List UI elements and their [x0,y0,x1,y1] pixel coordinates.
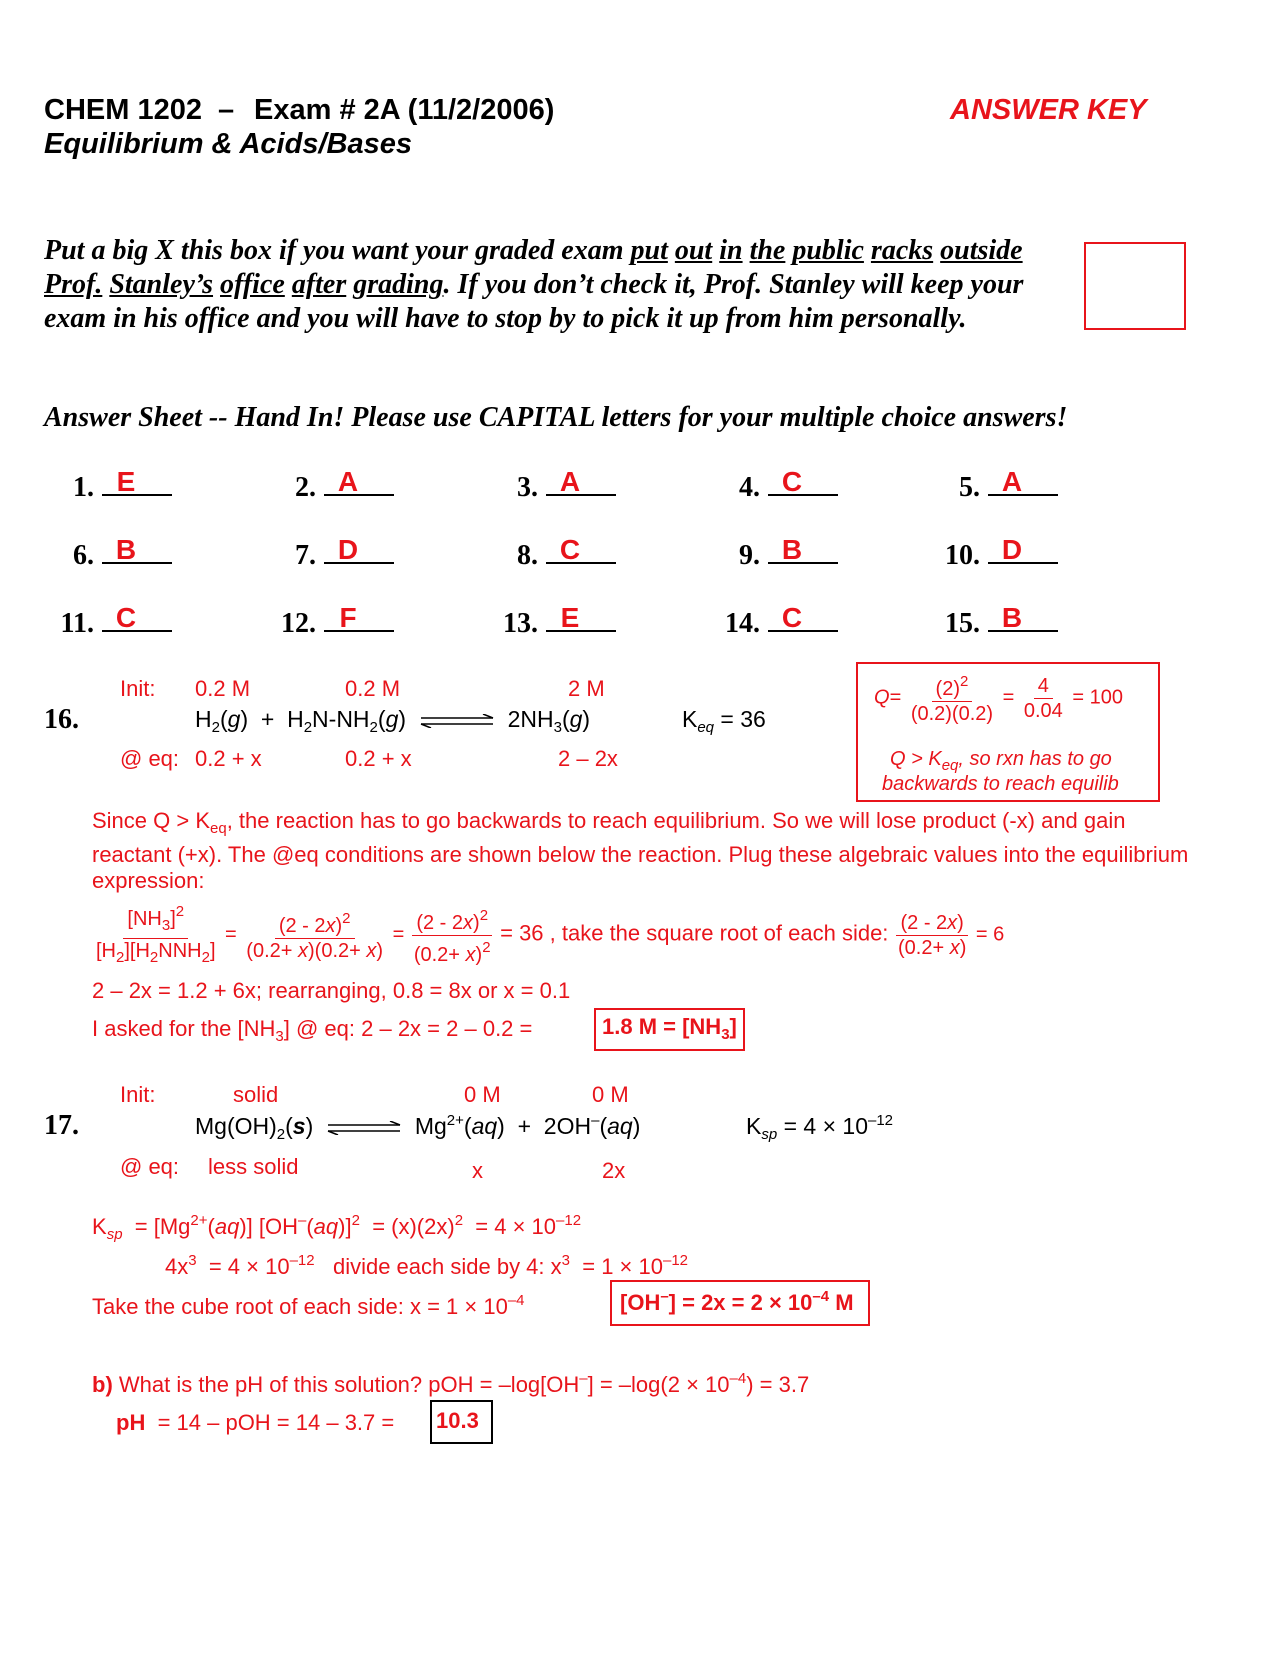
answer-blank[interactable] [768,468,838,496]
answer-item [44,468,172,504]
q16-equilibrium-expression: $\frac{[NH_3]^2}{[H_2][H_2NNH_2]}$ = $\frac{(2 - 2x)^2}{(0.2+ x)(0.2+ x)}$ = $\frac{(2 - 2x)^2}{(0.2+ x)^2}$ = 36 , take the square root of each side: $\frac{(2 - 2x)}{(0.2+ x)}$ = 6 [92,900,1004,970]
answer-blank[interactable] [102,536,172,564]
answer-letter: E [560,602,580,633]
answer-letter: D [1001,534,1023,565]
answer-blank[interactable] [768,604,838,632]
answer-letter: A [1001,466,1023,497]
q16-init-nh3: 2 M [568,676,605,701]
exam-title: Exam # 2A (11/2/2006) [254,94,555,126]
answer-letter: A [337,466,359,497]
q17-init-mg: 0 M [464,1082,501,1107]
answer-number: 6. [73,540,94,571]
answer-item [488,468,616,504]
answer-blank[interactable] [768,536,838,564]
answer-sheet-instruction: Answer Sheet -- Hand In! Please use CAPITAL letters for your multiple choice answers! [44,402,1068,433]
q16-keq: $K_{eq} = 36$ [682,706,766,736]
title-dash: – [218,94,235,126]
q16-init-label: Init: [120,676,156,701]
answer-letter: E [116,466,136,497]
q17-eq-label: @ eq: [120,1154,180,1179]
answer-blank[interactable] [546,468,616,496]
answer-blank[interactable] [102,468,172,496]
equilibrium-arrows-icon [326,1121,402,1135]
answer-number: 7. [295,540,316,571]
q17b-ph-final-answer: 10.3 [430,1400,493,1444]
answer-letter: C [781,602,803,633]
q16-solve-line: 2 – 2x = 1.2 + 6x; rearranging, 0.8 = 8x or x = 0.1 [92,978,571,1003]
q16-eq-label: @ eq: [120,746,180,771]
answer-letter: B [781,534,803,565]
answer-number: 14. [725,608,760,639]
q17-reaction: $Mg(OH)_2(s)$ $Mg^{2+}(aq) + 2OH^-(aq)$ [195,1112,641,1143]
answer-item [710,536,838,572]
course-code: CHEM 1202 [44,94,202,126]
answer-number: 13. [503,608,538,639]
q16-reaction: $H_2(g) + H_2N-NH_2(g)$ $2NH_3(g)$ [195,706,591,736]
q17-init-solid: solid [233,1082,279,1107]
q17b-ph-calc: pH = 14 – pOH = 14 – 3.7 = [116,1410,395,1435]
q17-ksp-expression: $K_{sp} = [Mg^{2+}(aq)] [OH^-(aq)]^2 = (x)(2x)^2 = 4 \times 10^{-12}$ [92,1212,582,1243]
answer-letter: B [115,534,137,565]
answer-number: 8. [517,540,538,571]
answer-number: 5. [959,472,980,503]
answer-number: 10. [945,540,980,571]
public-racks-checkbox[interactable] [1084,242,1186,330]
q16-q-note-line1: $Q > K_{eq}$, so rxn has to go [890,748,1112,774]
answer-blank[interactable] [324,536,394,564]
answer-number: 9. [739,540,760,571]
answer-number: 11. [60,608,94,639]
q16-eq-n2h4: 0.2 + x [345,746,412,771]
q17-number: 17. [44,1110,79,1141]
answer-blank[interactable] [988,468,1058,496]
answer-key-label: ANSWER KEY [950,94,1147,126]
answer-letter: D [337,534,359,565]
q17-eq-mg: x [472,1158,483,1183]
q16-init-h2: 0.2 M [195,676,251,701]
exam-subtitle: Equilibrium & Acids/Bases [44,128,412,160]
answer-number: 12. [281,608,316,639]
q16-eq-nh3: 2 – 2x [558,746,618,771]
answer-item [266,604,394,640]
q17-init-label: Init: [120,1082,156,1107]
answer-number: 3. [517,472,538,503]
answer-letter: A [559,466,581,497]
q16-nh3-line: I asked for the $[NH_3]$ @ eq: 2 – 2x = 2 – 0.2 = [92,1016,533,1045]
q16-init-n2h4: 0.2 M [345,676,401,701]
answer-blank[interactable] [988,536,1058,564]
q16-eq-h2: 0.2 + x [195,746,262,771]
equilibrium-arrows-icon [419,714,495,728]
q17-cube-root-line: Take the cube root of each side: $x = 1 \times 10^{-4}$ [92,1292,525,1319]
q17-init-oh: 0 M [592,1082,629,1107]
answer-blank[interactable] [546,536,616,564]
answer-number: 1. [73,472,94,503]
q16-number: 16. [44,704,79,735]
answer-item [44,536,172,572]
answer-item [710,604,838,640]
answer-item [930,536,1058,572]
q16-q-note-line2: backwards to reach equilib [882,773,1119,795]
answer-blank[interactable] [546,604,616,632]
answer-letter: C [559,534,581,565]
answer-item [930,604,1058,640]
answer-item [930,468,1058,504]
answer-number: 4. [739,472,760,503]
answer-blank[interactable] [988,604,1058,632]
answer-blank[interactable] [324,468,394,496]
answer-item [488,604,616,640]
q17-ksp: $K_{sp} = 4 \times 10^{-12}$ [746,1112,894,1143]
q17b-ph-question: b) What is the pH of this solution? pOH = $-\log[OH^-] = -\log(2 \times 10^{-4}) = 3.7$ [92,1370,810,1397]
q16-final-answer: 1.8 $M = [NH_3]$ [594,1008,745,1051]
answer-letter: C [115,602,137,633]
instructions-paragraph: Put a big X this box if you want your graded exam put out in the public racks outside Prof. Stanley’s office after grading. If you don’t check it, Prof. Stanley will keep your exam in his office and you will have to stop by to pick it up from him personally. [44,235,1024,334]
answer-item [488,536,616,572]
q16-reaction-quotient: Q= $\frac{(2)^2}{(0.2)(0.2)}$ = $\frac{4}{0.04}$ = 100 [874,670,1123,726]
q16-explanation: Since $Q > K_{eq}$, the reaction has to go backwards to reach equilibrium. So we will lose product (-x) and gain reactant (+x). The @eq conditions are shown below the reaction. Plug these algebraic values into the equilibrium expression: [92,808,1189,893]
answer-item [44,604,172,640]
q17-divide-line: $4x^3 = 4 \times 10^{-12}$ divide each side by 4: $x^3 = 1 \times 10^{-12}$ [165,1252,689,1279]
answer-number: 2. [295,472,316,503]
answer-letter: C [781,466,803,497]
answer-item [710,468,838,504]
answer-item [266,468,394,504]
q17-eq-solid: less solid [208,1154,299,1179]
answer-blank[interactable] [102,604,172,632]
answer-number: 15. [945,608,980,639]
q17-eq-oh: 2x [602,1158,626,1183]
answer-letter: B [1001,602,1023,633]
answer-item [266,536,394,572]
answer-blank[interactable] [324,604,394,632]
answer-letter: F [339,602,357,633]
q17-final-answer: $[OH^-] = 2x = 2 \times 10^{-4}$ M [610,1280,870,1326]
